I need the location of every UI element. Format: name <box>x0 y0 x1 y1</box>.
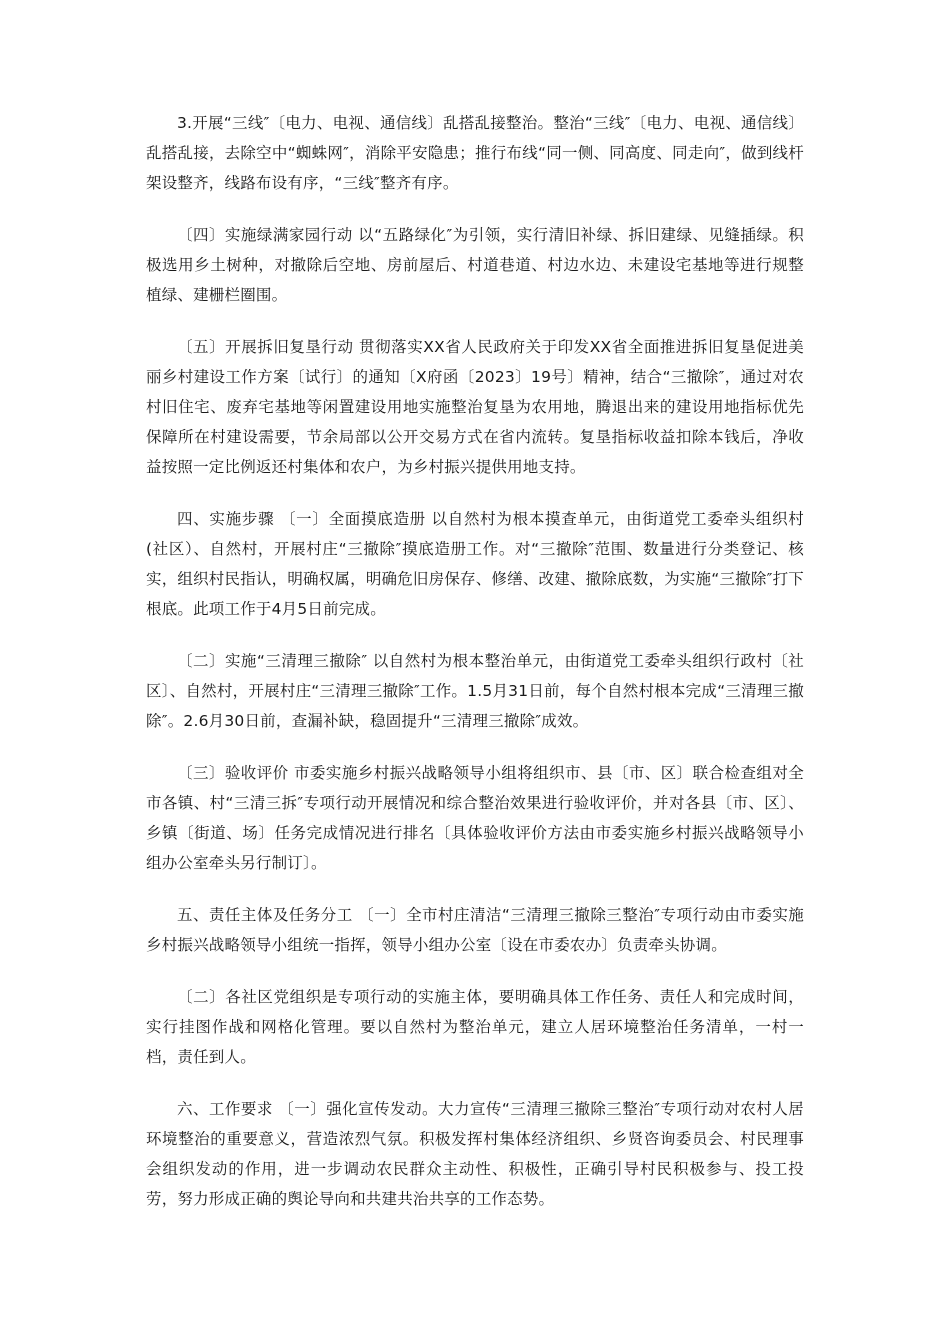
paragraph-reclamation-action: 〔五〕开展拆旧复垦行动 贯彻落实XX省人民政府关于印发XX省全面推进拆旧复垦促进美丽乡村建设工作方案〔试行〕的通知〔X府函〔2023〕19号〕精神，结合“三撤除″，通过对农村旧住宅、废弃宅基地等闲置建设用地实施整治复垦为农用地，腾退出来的建设用地指标优先保障所在村建设需要，节余局部以公开交易方式在省内流转。复垦指标收益扣除本钱后，净收益按照一定比例返还村集体和农户，为乡村振兴提供用地支持。 <box>146 338 804 476</box>
paragraph-three-clean-three-demolish: 〔二〕实施“三清理三撤除″ 以自然村为根本整治单元，由街道党工委牵头组织行政村〔社区〕、自然村，开展村庄“三清理三撤除″工作。1.5月31日前，每个自然村根本完成“三清理三撤除″。2.6月30日前，查漏补缺，稳固提升“三清理三撤除″成效。 <box>146 652 804 730</box>
paragraph-work-requirements: 六、工作要求 〔一〕强化宣传发动。大力宣传“三清理三撤除三整治″专项行动对农村人居环境整治的重要意义，营造浓烈气氛。积极发挥村集体经济组织、乡贤咨询委员会、村民理事会组织发动的作用，进一步调动农民群众主动性、积极性，正确引导村民积极参与、投工投劳，努力形成正确的舆论导向和共建共治共享的工作态势。 <box>146 1100 804 1208</box>
paragraph-three-lines-rectification: 3.开展“三线″〔电力、电视、通信线〕乱搭乱接整治。整治“三线″〔电力、电视、通信线〕乱搭乱接，去除空中“蜘蛛网″，消除平安隐患；推行布线“同一侧、同高度、同走向″，做到线杆架设整齐，线路布设有序，“三线″整齐有序。 <box>146 114 804 192</box>
document-body <box>146 108 804 1236</box>
paragraph-greening-action: 〔四〕实施绿满家园行动 以“五路绿化″为引领，实行清旧补绿、拆旧建绿、见缝插绿。积极选用乡土树种，对撤除后空地、房前屋后、村道巷道、村边水边、未建设宅基地等进行规整植绿、建栅栏圈围。 <box>146 226 804 304</box>
paragraph-implementation-steps: 四、实施步骤 〔一〕全面摸底造册 以自然村为根本摸查单元，由街道党工委牵头组织村(社区）、自然村，开展村庄“三撤除″摸底造册工作。对“三撤除″范围、数量进行分类登记、核实，组织村民指认，明确权属，明确危旧房保存、修缮、改建、撤除底数，为实施“三撤除″打下根底。此项工作于4月5日前完成。 <box>146 510 804 618</box>
paragraph-responsibility-division: 五、责任主体及任务分工 〔一〕全市村庄清洁“三清理三撤除三整治″专项行动由市委实施乡村振兴战略领导小组统一指挥，领导小组办公室〔设在市委农办〕负责牵头协调。 <box>146 906 804 954</box>
paragraph-community-party-organizations: 〔二〕各社区党组织是专项行动的实施主体，要明确具体工作任务、责任人和完成时间，实行挂图作战和网格化管理。要以自然村为整治单元，建立人居环境整治任务清单，一村一档，责任到人。 <box>146 988 804 1066</box>
paragraph-acceptance-evaluation: 〔三〕验收评价 市委实施乡村振兴战略领导小组将组织市、县〔市、区〕联合检查组对全市各镇、村“三清三拆″专项行动开展情况和综合整治效果进行验收评价，并对各县〔市、区〕、乡镇〔街道、场〕任务完成情况进行排名〔具体验收评价方法由市委实施乡村振兴战略领导小组办公室牵头另行制订〕。 <box>146 764 804 872</box>
